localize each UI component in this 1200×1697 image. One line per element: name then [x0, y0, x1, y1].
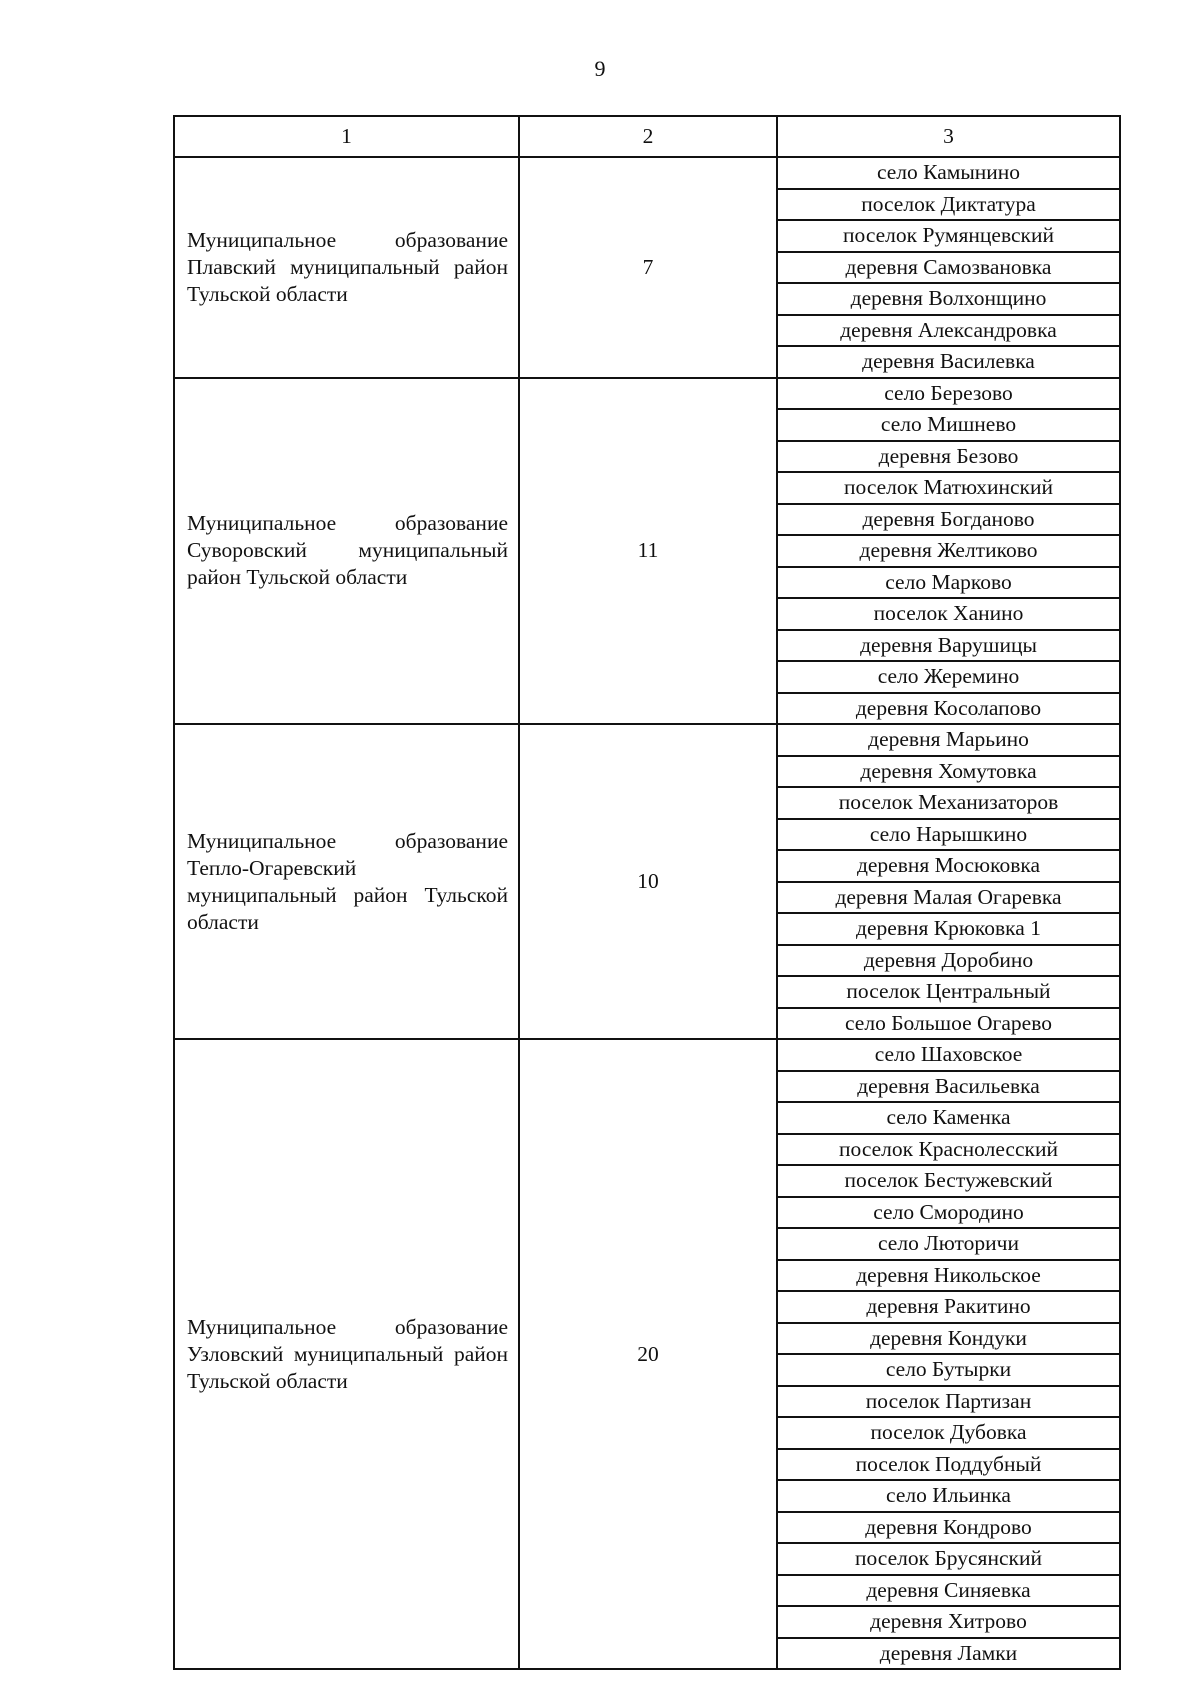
settlement-item: село Бутырки [778, 1353, 1119, 1385]
municipality-name: Муниципальное образование Тепло-Огаревский муниципальный район Тульской области [174, 724, 519, 1039]
settlement-list-cell [777, 378, 1120, 725]
municipality-name: Муниципальное образование Плавский муниципальный район Тульской области [174, 157, 519, 378]
page-number: 9 [594, 56, 606, 81]
settlement-item: деревня Богданово [778, 503, 1119, 535]
settlement-item: поселок Матюхинский [778, 471, 1119, 503]
settlement-item: деревня Крюковка 1 [778, 912, 1119, 944]
settlement-item: деревня Доробино [778, 944, 1119, 976]
settlement-item: деревня Хитрово [778, 1605, 1119, 1637]
settlement-item: деревня Марьино [868, 727, 1029, 751]
settlement-item: деревня Варушицы [778, 629, 1119, 661]
settlement-item: село Каменка [778, 1101, 1119, 1133]
table-header-row [174, 116, 1120, 157]
settlement-item: деревня Синяевка [778, 1574, 1119, 1606]
column-header: 1 [174, 116, 519, 157]
settlement-list [778, 158, 1119, 377]
municipality-name: Муниципальное образование Суворовский муниципальный район Тульской области [174, 378, 519, 725]
settlement-item: село Березово [884, 380, 1013, 405]
settlement-list-cell [777, 157, 1120, 378]
settlement-list [778, 379, 1119, 724]
settlement-item: поселок Брусянский [778, 1542, 1119, 1574]
table-row [174, 378, 1120, 725]
table-row [174, 1039, 1120, 1669]
settlement-item: деревня Мосюковка [778, 849, 1119, 881]
settlement-item: село Люторичи [778, 1227, 1119, 1259]
settlement-item: деревня Хомутовка [778, 755, 1119, 787]
settlement-item: деревня Ламки [778, 1637, 1119, 1669]
settlement-item: поселок Краснолесский [778, 1133, 1119, 1165]
settlement-item: деревня Самозвановка [778, 251, 1119, 283]
settlement-item: поселок Поддубный [778, 1448, 1119, 1480]
settlement-item: деревня Александровка [778, 314, 1119, 346]
municipality-name: Муниципальное образование Узловский муниципальный район Тульской области [174, 1039, 519, 1669]
settlement-item: деревня Ракитино [778, 1290, 1119, 1322]
table-row [174, 157, 1120, 378]
settlement-item: село Жеремино [778, 660, 1119, 692]
settlement-list [778, 725, 1119, 1038]
settlement-item: поселок Механизаторов [778, 786, 1119, 818]
settlement-item: село Марково [778, 566, 1119, 598]
settlement-item: деревня Малая Огаревка [778, 881, 1119, 913]
settlement-item: село Смородино [778, 1196, 1119, 1228]
settlement-item: село Ильинка [778, 1479, 1119, 1511]
settlement-item: деревня Василевка [778, 345, 1119, 377]
settlements-table [173, 115, 1121, 1670]
settlement-item: деревня Кондрово [778, 1511, 1119, 1543]
settlement-item: село Нарышкино [778, 818, 1119, 850]
settlement-item: поселок Партизан [778, 1385, 1119, 1417]
settlement-list-cell [777, 1039, 1120, 1669]
table-row [174, 724, 1120, 1039]
settlement-list-cell [777, 724, 1120, 1039]
settlement-item: деревня Кондуки [778, 1322, 1119, 1354]
settlement-count: 10 [519, 724, 777, 1039]
settlement-count: 7 [519, 157, 777, 378]
settlement-item: поселок Ханино [778, 597, 1119, 629]
settlement-item: деревня Желтиково [778, 534, 1119, 566]
settlement-item: поселок Бестужевский [778, 1164, 1119, 1196]
settlement-item: поселок Дубовка [778, 1416, 1119, 1448]
settlement-item: село Большое Огарево [778, 1007, 1119, 1039]
settlement-item: поселок Центральный [778, 975, 1119, 1007]
settlement-item: деревня Волхонщино [778, 282, 1119, 314]
settlement-count: 20 [519, 1039, 777, 1669]
settlement-item: село Камынино [876, 160, 1021, 184]
settlement-count: 11 [519, 378, 777, 725]
settlement-item: село Шаховское [874, 1042, 1023, 1066]
column-header: 3 [777, 116, 1120, 157]
settlement-item: поселок Диктатура [778, 188, 1119, 220]
settlement-item: деревня Косолапово [778, 692, 1119, 724]
settlement-item: деревня Васильевка [778, 1070, 1119, 1102]
column-header: 2 [519, 116, 777, 157]
settlement-item: поселок Румянцевский [778, 219, 1119, 251]
settlement-item: деревня Безово [778, 440, 1119, 472]
settlement-list [778, 1040, 1119, 1668]
settlement-item: деревня Никольское [778, 1259, 1119, 1291]
settlement-item: село Мишнево [778, 408, 1119, 440]
